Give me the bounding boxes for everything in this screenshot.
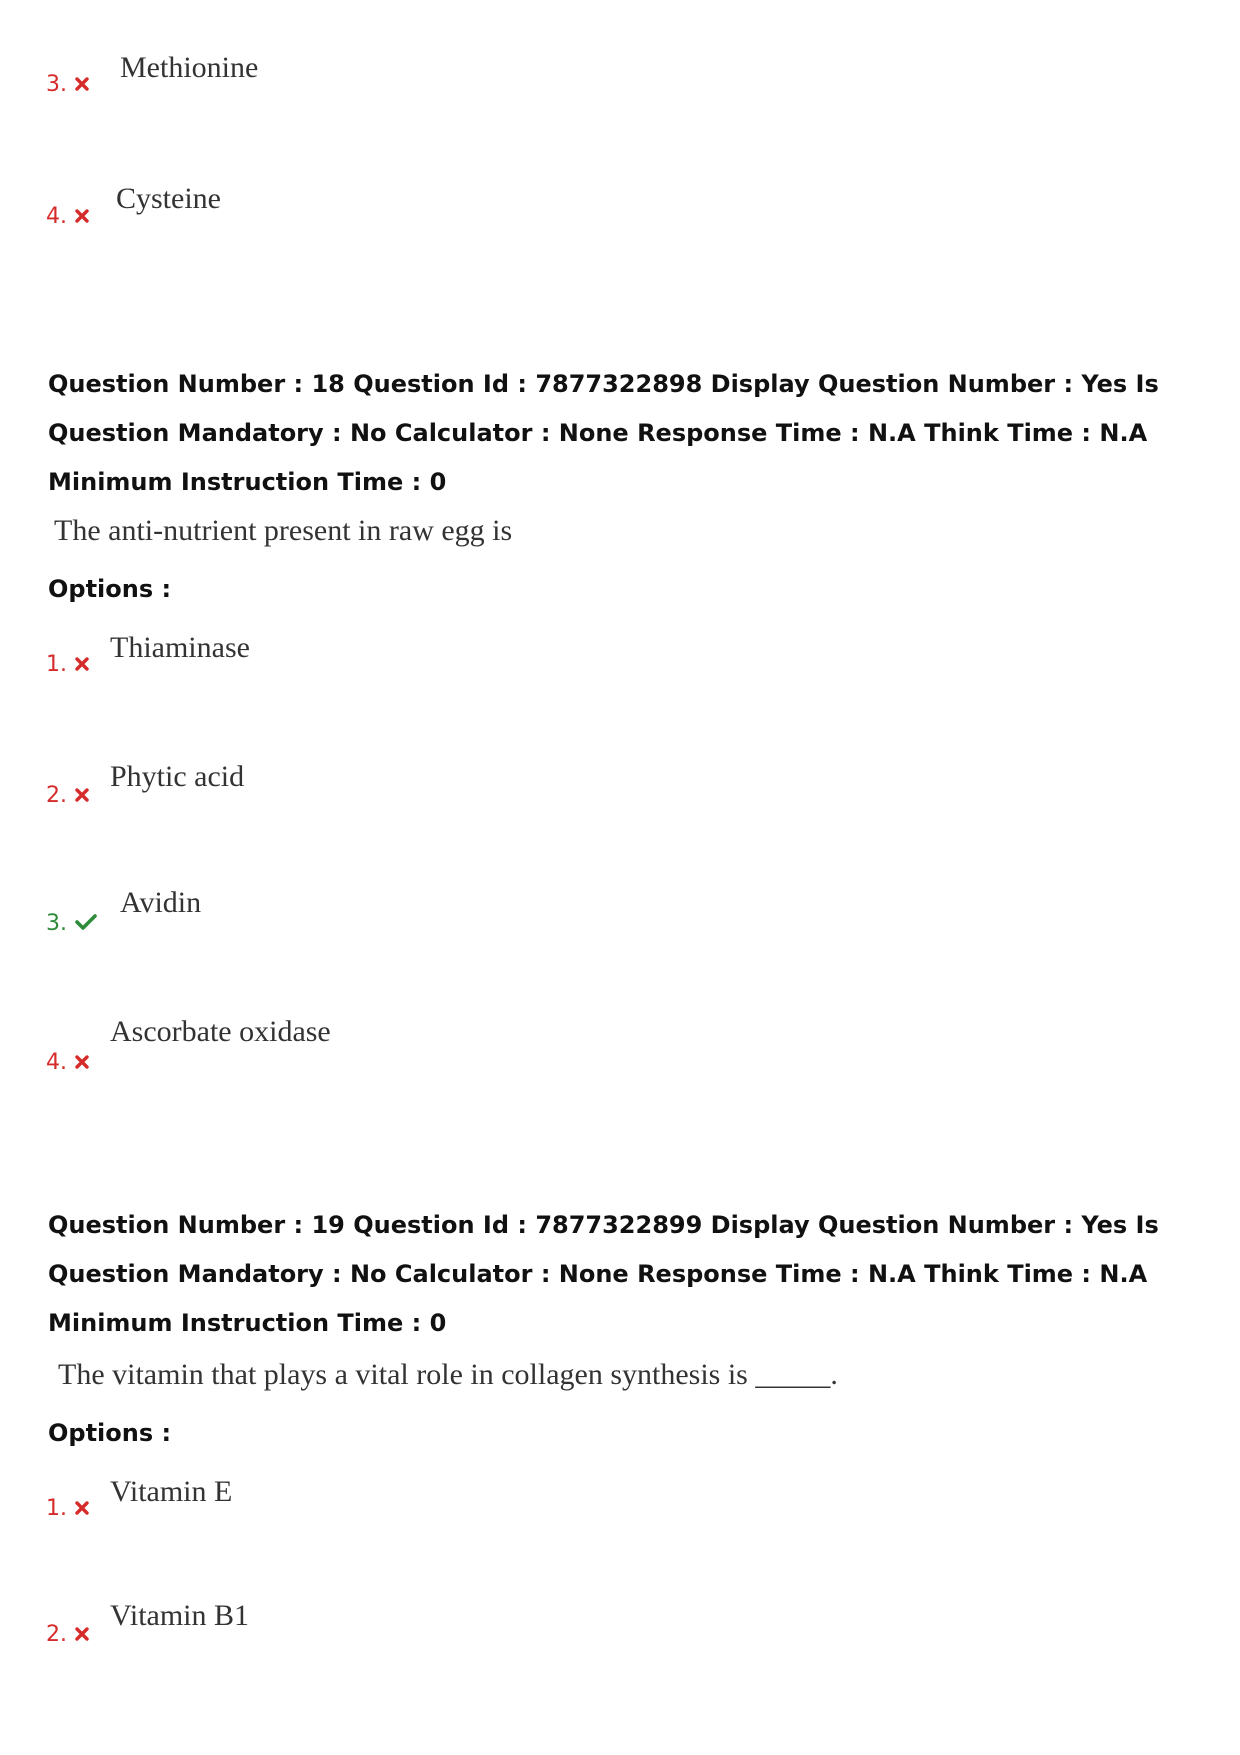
question-text: The anti-nutrient present in raw egg is [54, 514, 513, 547]
options-label: Options : [48, 1419, 172, 1447]
cross-icon [75, 206, 89, 228]
option-text: Vitamin B1 [110, 1599, 250, 1632]
check-icon [75, 913, 97, 935]
option-text: Thiaminase [110, 631, 250, 664]
cross-icon [75, 654, 89, 676]
cross-icon [75, 785, 89, 807]
options-label: Options : [48, 575, 172, 603]
option-text: Cysteine [116, 182, 221, 215]
question-text: The vitamin that plays a vital role in collagen synthesis is _____. [58, 1358, 838, 1391]
option-text: Methionine [120, 51, 259, 84]
option-text: Ascorbate oxidase [110, 1015, 331, 1048]
option-text: Vitamin E [110, 1475, 233, 1508]
option-number: 3. [46, 74, 89, 96]
option-number: 3. [46, 913, 97, 935]
option-text: Avidin [120, 886, 202, 919]
cross-icon [75, 1624, 89, 1646]
option-number: 4. [46, 206, 89, 228]
option-number: 4. [46, 1052, 89, 1074]
cross-icon [75, 1498, 89, 1520]
question-meta: Question Number : 19 Question Id : 7877322899 Display Question Number : Yes Is Question Mandatory : No Calculator : None Response Time : N.A Think Time : N.A Minimum Instruction Time : 0 [48, 1211, 1159, 1337]
option-text: Phytic acid [110, 760, 245, 793]
cross-icon [75, 74, 89, 96]
cross-icon [75, 1052, 89, 1074]
question-meta: Question Number : 18 Question Id : 7877322898 Display Question Number : Yes Is Question Mandatory : No Calculator : None Response Time : N.A Think Time : N.A Minimum Instruction Time : 0 [48, 370, 1159, 496]
option-number: 2. [46, 785, 89, 807]
option-number: 2. [46, 1624, 89, 1646]
option-number: 1. [46, 1498, 89, 1520]
option-number: 1. [46, 654, 89, 676]
